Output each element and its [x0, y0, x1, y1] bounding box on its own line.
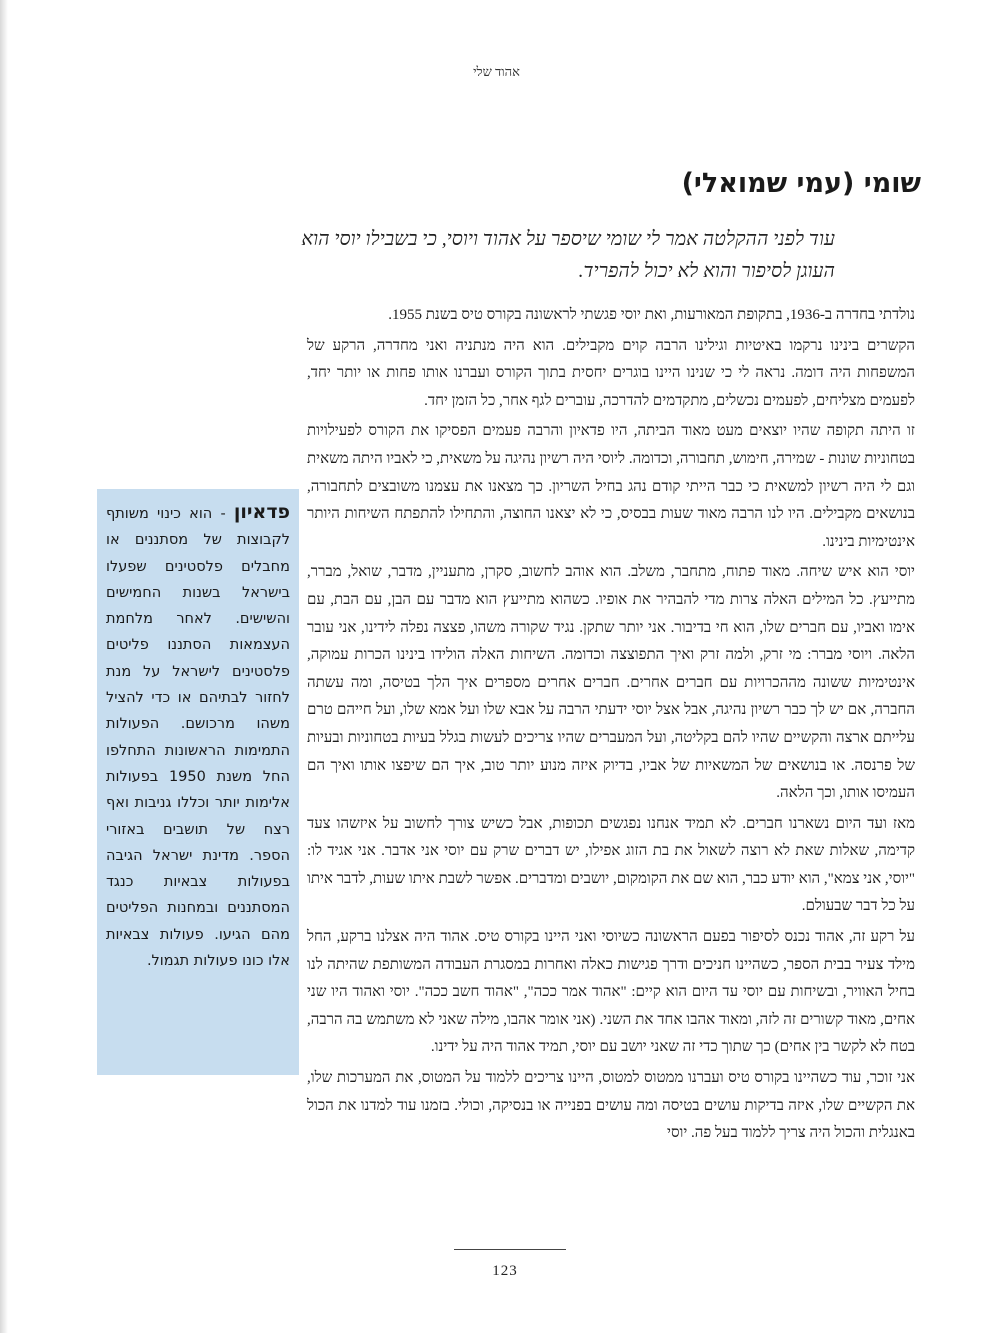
intro-quote: עוד לפני ההקלטה אמר לי שומי שיספר על אהוד ויוסי, כי בשבילו יוסי הוא העוגן לסיפור והוא לא יכול להפריד.	[301, 229, 835, 282]
paragraph: הקשרים בינינו נרקמו באיטיות וגילינו הרבה קוים מקבילים. הוא היה מנתניה ואני מחדרה, הרקע של המשפחות היה דומה. נראה לי כי שנינו היינו בוגרים יחסית בתוך הקורס ועברנו אותו פחות או יותר יחד, לפעמים מצליחים, לפעמים נכשלים, מתקדמים להדרכה, עוברים לגף אחר, כל הזמן יחד.	[307, 337, 915, 409]
chapter-title: שומי (עמי שמואלי)	[681, 168, 921, 199]
paragraph: נולדתי בחדרה ב-1936, בתקופת המאורעות, ואת יוסי פגשתי לראשונה בקורס טיס בשנת 1955.	[388, 307, 915, 323]
paragraph: על רקע זה, אהוד נכנס לסיפור בפעם הראשונה כשיוסי ואני היינו בקורס טיס. אהוד היה אצלנו ברקע, החל מילד צעיר בבית הספר, כשהיינו חניכים ודרך פגישות כאלה ואחרות במסגרת העבודה המשותפת שהיתה לנו בחיל האוויר, ובשיחות עם יוסי עד היום הוא קיים: "אהוד אמר ככה", "אהוד חשב ככה". יוסי ואהוד היו שני אחים, מאוד קשורים זה לזה, ומאוד אהבו אחד את השני. (אני אומר אהבו, מילה שאני לא משתמש בה הרבה, בטח לא לקשר בין אחים) כך שתוך כדי זה שאני יושב עם יוסי, תמיד אהוד היה על ידינו.	[307, 929, 915, 1056]
paragraph: יוסי הוא איש שיחה. מאוד פתוח, מתחבר, משלב. הוא אוהב לחשוב, סקרן, מתעניין, מדבר, שואל, מברר, מתייעץ. כל המילים האלה צרות מדי להבהיר את אופיו. כשהוא מתייעץ הוא מדבר עם הבן, עם הבת, עם אימו ואביו, עם חברים שלו, הוא חי בדיבור. אני יותר שתקן. נגיד שקורה משהו, פצצה נפלה לידינו, אני עובר הלאה. ויוסי מברר: מי זרק, ולמה זרק ואיך התפוצצה וכדומה. השיחות האלה הולידו בינינו הכרות עמוקה, אינטימיות ששונה מההכרויות עם חברים אחרים. חברים אחרים מספרים איך הלך בטיסה, ומה עשתה החברה, אם יש לך כבר רשיון נהיגה, אבל אצל יוסי ידעתי הרבה על אבא שלו ועל אמא שלו, ועל חייהם טרם עלייתם ארצה והקשיים שהיו להם בקליטה, ועל המעברים שהיו צריכים לעשות בגלל בעיות בטחוניות ובעיות של פרנסה. או בנושאים של המשאיות של אביו, בדיוק איזה מנוע יותר טוב, איך הם שיפצו אותו ואיך הם העמיסו אותו, וכך הלאה.	[307, 564, 915, 802]
paragraph: מאז ועד היום נשארנו חברים. לא תמיד אנחנו נפגשים תכופות, אבל כשיש צורך לחשוב על איזשהו צעד קדימה, שאלות שאת לא רוצה לשאול את בת הזוג אפילו, יש דברים שרק עם יוסי אני אדבר. אני אגיד לו: "יוסי, אני צמא", הוא יודע כבר, הוא שם את הקומקום, יושבים ומדברים. אפשר לשבת איתו שעות, לדבר איתו על כל דבר שבעולם.	[307, 815, 915, 915]
running-header: אהוד שלי	[473, 64, 520, 79]
page-number: 123	[492, 1263, 518, 1279]
paragraph: אני זוכר, עוד כשהיינו בקורס טיס ועברנו ממטוס למטוס, היינו צריכים ללמוד על המטוס, את המערכות שלו, את הקשיים שלו, איזה בדיקות עושים בטיסה ומה עושים בפנייה או בנסיקה, וכולי. בזמנו עוד למדנו את הכול באנגלית והכול היה צריך ללמוד בעל פה. יוסי	[307, 1070, 915, 1142]
paragraph: זו היתה תקופה שהיו יוצאים מעט מאוד הביתה, היו פדאיון והרבה פעמים הפסיקו את הקורס לפעילויות בטחוניות שונות - שמירה, חימוש, תחבורה, וכדומה. ליוסי היה רשיון נהיגה על משאית, כי לאביו היתה משאית וגם לי היה רשיון למשאית כי כבר הייתי קודם נהג בחיל השריון. כך מצאנו את עצמנו משובצים לתחבורה, בנושאים מקבילים. היו לנו הרבה מאוד שעות בבסיס, כי לא יצאנו החוצה, והתחילו להתפתח השיחות היותר אינטימיות בינינו.	[307, 423, 915, 550]
sidebar-note	[97, 489, 299, 1075]
footer-rule	[454, 1249, 566, 1250]
main-text	[307, 302, 915, 1151]
sidebar-term: פדאיון	[233, 501, 290, 523]
page-edge-shadow	[0, 0, 8, 1333]
sidebar-text: - הוא כינוי משותף לקבוצות של מסתננים או מחבלים פלסטינים שפעלו בישראל בשנות החמישים והשישים. לאחר מלחמת העצמאות הסתננו פליטים פלסטינים לישראל על מנת לחזור לבתיהם או כדי להציל משהו מרכושם. הפעולות התמימות הראשונות התחלפו החל משנת 1950 בפעולות אלימות יותר וכללו גניבות ואף רצח של תושבים באזורי הספר. מדינת ישראל הגיבה בפעולות צבאיות כנגד המסתננים ובמחנות הפליטים מהם הגיעו. פעולות צבאיות אלו כונו פעולות תגמול.	[106, 506, 290, 970]
